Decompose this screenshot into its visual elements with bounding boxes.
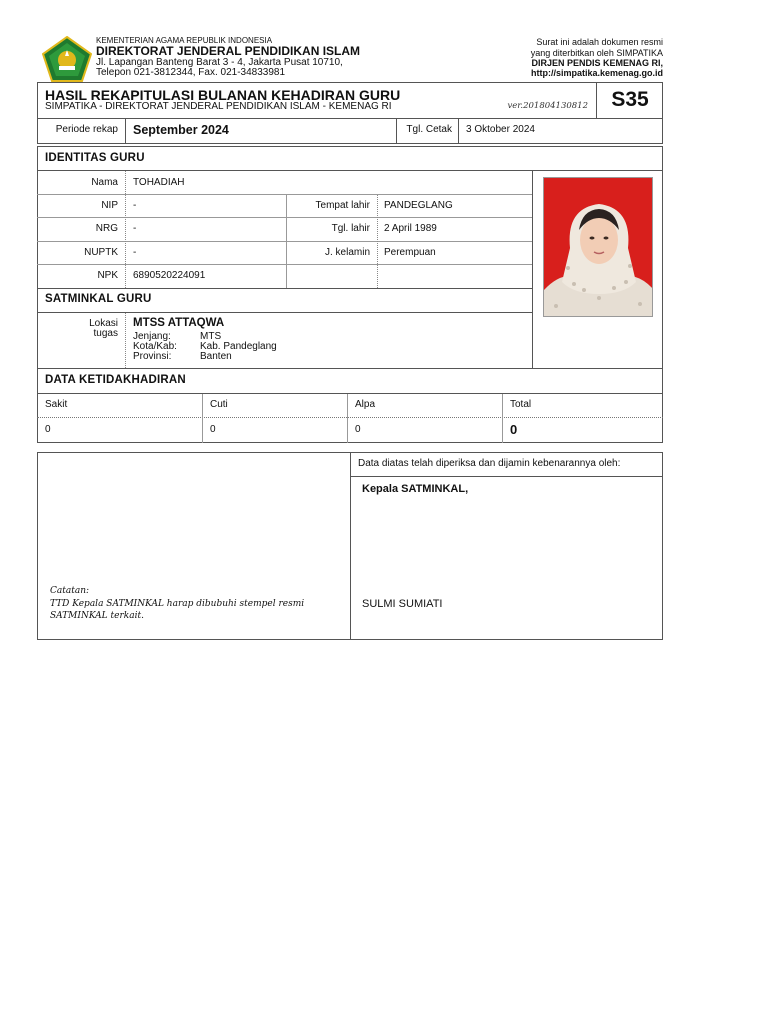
print-date-label: Tgl. Cetak (406, 124, 452, 135)
birthdate-value: 2 April 1989 (384, 223, 437, 234)
ministry-name: KEMENTERIAN AGAMA REPUBLIK INDONESIA (96, 36, 273, 45)
period-value: September 2024 (133, 123, 229, 137)
birthplace-value: PANDEGLANG (384, 200, 453, 211)
note-line-2: SATMINKAL terkait. (50, 611, 144, 621)
city-value: Kab. Pandeglang (200, 341, 277, 352)
location-label-2: tugas (93, 328, 118, 339)
total-label: Total (510, 399, 532, 410)
npk-value: 6890520224091 (133, 270, 206, 281)
city-label: Kota/Kab: (133, 341, 177, 352)
nip-label: NIP (101, 200, 118, 211)
ministry-logo (42, 36, 92, 82)
notice-line-1: Surat ini adalah dokumen resmi (536, 37, 663, 47)
nama-label: Nama (91, 177, 118, 188)
absent-value: 0 (355, 424, 361, 435)
print-date-value: 3 Oktober 2024 (466, 124, 535, 135)
directorate-address: Jl. Lapangan Banteng Barat 3 - 4, Jakarta Pusat 10710, (96, 57, 343, 68)
birthdate-label: Tgl. lahir (331, 223, 370, 234)
nrg-value: - (133, 223, 137, 234)
province-value: Banten (200, 351, 232, 362)
location-label-1: Lokasi (89, 318, 118, 329)
leave-value: 0 (210, 424, 216, 435)
notice-line-3: DIRJEN PENDIS KEMENAG RI, (531, 58, 663, 68)
identity-heading: IDENTITAS GURU (45, 152, 145, 164)
teacher-photo (543, 177, 653, 317)
leave-label: Cuti (210, 399, 228, 410)
absent-label: Alpa (355, 399, 376, 410)
notice-line-2: yang diterbitkan oleh SIMPATIKA (530, 48, 663, 58)
directorate-name: DIREKTORAT JENDERAL PENDIDIKAN ISLAM (96, 44, 361, 58)
nuptk-value: - (133, 247, 137, 258)
total-value: 0 (510, 422, 518, 437)
directorate-phone: Telepon 021-3812344, Fax. 021-34833981 (96, 67, 286, 78)
report-subtitle: SIMPATIKA - DIREKTORAT JENDERAL PENDIDIKAN ISLAM - KEMENAG RI (45, 101, 392, 112)
sick-value: 0 (45, 424, 51, 435)
nrg-label: NRG (95, 223, 118, 234)
note-line-1: TTD Kepala SATMINKAL harap dibubuhi stempel resmi (50, 599, 305, 609)
absence-heading: DATA KETIDAKHADIRAN (45, 374, 186, 386)
gender-label: J. kelamin (324, 247, 370, 258)
report-title: HASIL REKAPITULASI BULANAN KEHADIRAN GURU (45, 87, 401, 103)
satminkal-heading: SATMINKAL GURU (45, 293, 152, 305)
nama-value: TOHADIAH (133, 177, 185, 188)
version-label: ver.201804130812 (507, 101, 588, 111)
notice-url: http://simpatika.kemenag.go.id (530, 68, 663, 78)
period-label: Periode rekap (55, 124, 118, 135)
signer-role: Kepala SATMINKAL, (362, 483, 469, 495)
province-label: Provinsi: (133, 351, 172, 362)
school-name: MTSS ATTAQWA (133, 317, 225, 329)
form-code: S35 (611, 88, 649, 111)
verification-statement: Data diatas telah diperiksa dan dijamin kebenarannya oleh: (358, 458, 621, 469)
jenjang-label: Jenjang: (133, 331, 171, 342)
nuptk-label: NUPTK (84, 247, 118, 258)
signer-name: SULMI SUMIATI (362, 598, 443, 610)
gender-value: Perempuan (384, 247, 436, 258)
npk-label: NPK (97, 270, 118, 281)
note-title: Catatan: (50, 586, 90, 596)
nip-value: - (133, 200, 137, 211)
birthplace-label: Tempat lahir (315, 200, 370, 211)
jenjang-value: MTS (200, 331, 222, 342)
sick-label: Sakit (45, 399, 68, 410)
